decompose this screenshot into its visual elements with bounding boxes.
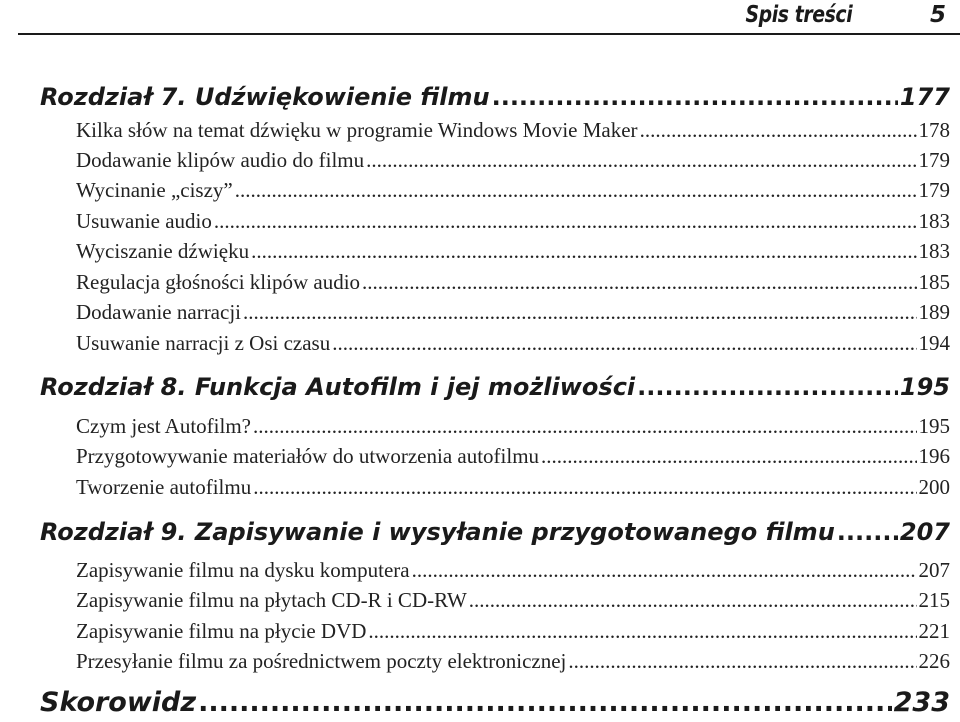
toc-chapter-8[interactable] <box>40 372 950 402</box>
toc-leader-dots <box>492 82 898 112</box>
toc-entry-page: 233 <box>893 687 950 718</box>
toc-entry-page: 196 <box>918 444 950 468</box>
toc-chapter-9[interactable] <box>40 517 950 547</box>
toc-entry-page: 189 <box>918 300 950 324</box>
toc-entry-page: 200 <box>918 475 950 499</box>
toc-entry-title: Czym jest Autofilm? <box>76 414 251 438</box>
toc-entry-title: Tworzenie autofilmu <box>76 475 252 499</box>
toc-entry[interactable] <box>76 616 950 646</box>
toc-leader-dots <box>837 517 898 547</box>
toc-entry[interactable] <box>76 297 950 327</box>
toc-entry-title: Wyciszanie dźwięku <box>76 239 250 263</box>
toc-entry-page: 195 <box>899 373 950 401</box>
toc-leader-dots <box>541 441 916 471</box>
toc-entry-page: 179 <box>918 148 950 172</box>
toc-entry[interactable] <box>76 411 950 441</box>
toc-entry-page: 185 <box>918 270 950 294</box>
header-title: Spis treści <box>745 2 852 28</box>
toc-entry-title: Przygotowywanie materiałów do utworzenia autofilmu <box>76 444 540 468</box>
header-page-number: 5 <box>929 2 946 28</box>
toc-entry[interactable] <box>76 472 950 502</box>
toc-leader-dots <box>637 372 898 402</box>
toc-entry[interactable] <box>76 328 950 358</box>
toc-entry[interactable] <box>76 206 950 236</box>
toc-entry-page: 183 <box>918 209 950 233</box>
toc-entry-title: Regulacja głośności klipów audio <box>76 270 361 294</box>
toc-entry-page: 179 <box>918 178 950 202</box>
toc-entry-title: Usuwanie audio <box>76 209 212 233</box>
toc-entry-title: Rozdział 9. Zapisywanie i wysyłanie przygotowanego filmu <box>40 518 835 546</box>
toc-entry[interactable] <box>76 236 950 266</box>
toc-index[interactable] <box>40 688 950 718</box>
toc-leader-dots <box>640 115 917 145</box>
toc-entry-title: Zapisywanie filmu na płycie DVD <box>76 619 367 643</box>
toc-leader-dots <box>568 646 916 676</box>
toc-entry-page: 194 <box>918 331 950 355</box>
toc-entry[interactable] <box>76 646 950 676</box>
toc-entry-page: 195 <box>918 414 950 438</box>
toc-leader-dots <box>332 328 916 358</box>
toc-entry-page: 207 <box>899 518 950 546</box>
toc-entry-title: Dodawanie klipów audio do filmu <box>76 148 365 172</box>
header-rule <box>18 33 960 35</box>
toc-chapter-7[interactable] <box>40 82 950 112</box>
toc-entry[interactable] <box>76 441 950 471</box>
toc-leader-dots <box>362 267 916 297</box>
toc-entry-page: 177 <box>899 83 950 111</box>
toc-entry-page: 221 <box>918 619 950 643</box>
toc-leader-dots <box>235 175 917 205</box>
toc-entry[interactable] <box>76 585 950 615</box>
toc-leader-dots <box>366 145 916 175</box>
toc-leader-dots <box>253 472 916 502</box>
toc-entry[interactable] <box>76 267 950 297</box>
toc-entry-title: Przesyłanie filmu za pośrednictwem poczty elektronicznej <box>76 649 567 673</box>
toc-leader-dots <box>469 585 917 615</box>
toc-leader-dots <box>412 555 917 585</box>
toc-entry-title: Rozdział 7. Udźwiękowienie filmu <box>40 83 490 111</box>
toc-entry-page: 183 <box>918 239 950 263</box>
toc-entry[interactable] <box>76 115 950 145</box>
toc-entry-title: Skorowidz <box>40 687 197 718</box>
toc-entry-title: Usuwanie narracji z Osi czasu <box>76 331 331 355</box>
toc-entry-page: 178 <box>918 118 950 142</box>
toc-leader-dots <box>214 206 917 236</box>
toc-entry-page: 226 <box>918 649 950 673</box>
toc-entry-title: Kilka słów na temat dźwięku w programie Windows Movie Maker <box>76 118 638 142</box>
toc-entry-title: Zapisywanie filmu na płytach CD-R i CD-RW <box>76 588 467 612</box>
toc-leader-dots <box>251 236 916 266</box>
toc-entry-title: Rozdział 8. Funkcja Autofilm i jej możliwości <box>40 373 636 401</box>
toc-entry[interactable] <box>76 175 950 205</box>
toc-entry-title: Wycinanie „ciszy” <box>76 178 233 202</box>
toc-leader-dots <box>243 297 917 327</box>
toc-entry-page: 207 <box>918 558 950 582</box>
toc-leader-dots <box>253 411 917 441</box>
toc-entry-title: Dodawanie narracji <box>76 300 241 324</box>
toc-leader-dots <box>198 688 892 718</box>
toc-entry[interactable] <box>76 555 950 585</box>
toc-leader-dots <box>368 616 916 646</box>
running-header <box>0 0 960 36</box>
toc-entry[interactable] <box>76 145 950 175</box>
toc-entry-title: Zapisywanie filmu na dysku komputera <box>76 558 410 582</box>
toc-entry-page: 215 <box>918 588 950 612</box>
